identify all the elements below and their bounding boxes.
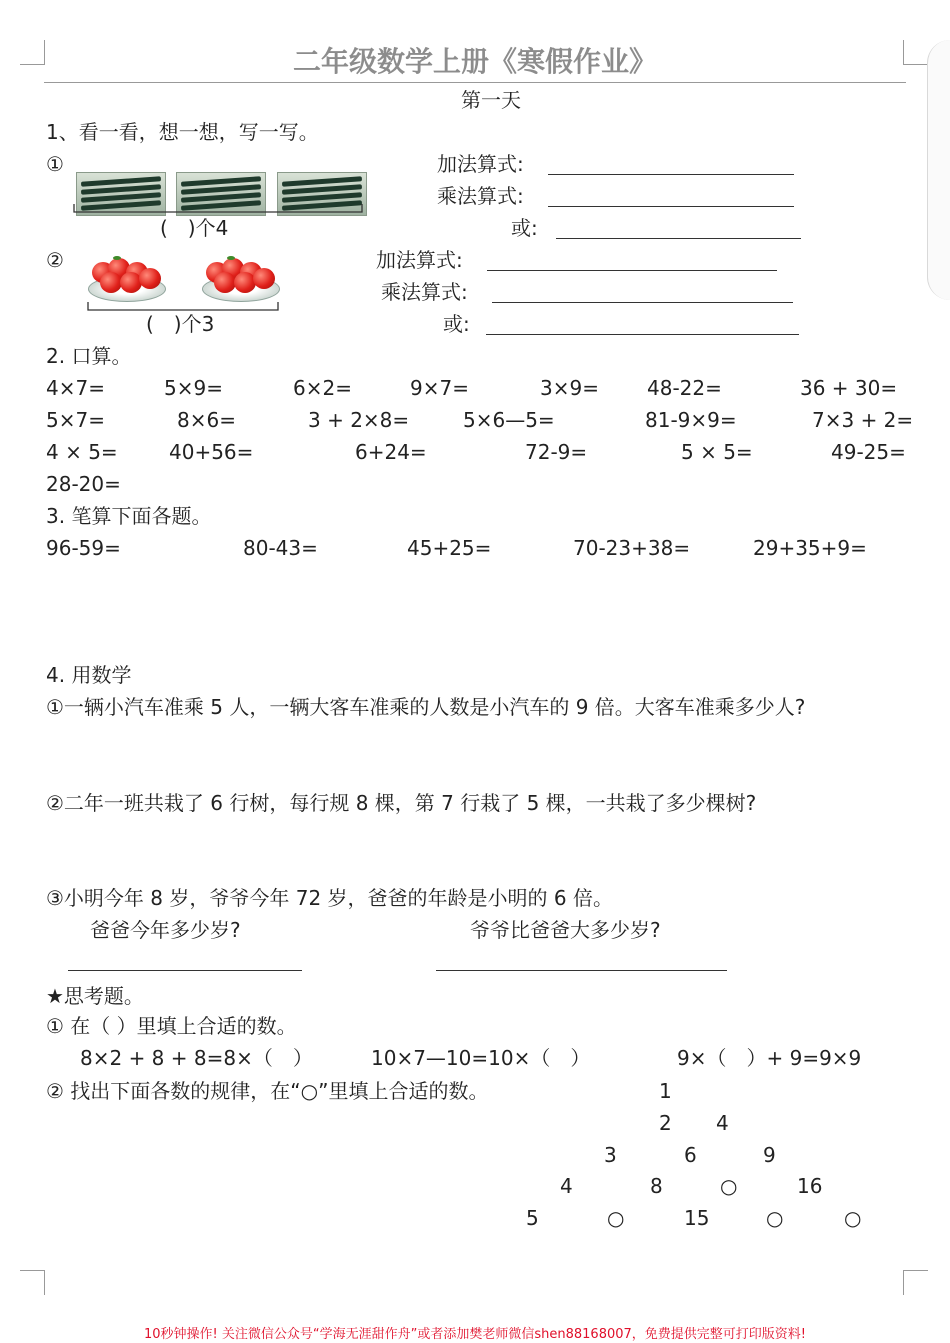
q1-p1-mul-label: 乘法算式: bbox=[437, 184, 524, 208]
q2-item: 5 × 5= bbox=[681, 440, 753, 464]
q1-p1-or-answer-line[interactable] bbox=[556, 238, 801, 239]
triangle-number: 4 bbox=[716, 1111, 729, 1135]
q2-item: 48-22= bbox=[647, 376, 722, 400]
think-equation-2[interactable]: 10×7—10=10×（ ） bbox=[371, 1046, 591, 1070]
triangle-number: 8 bbox=[650, 1174, 663, 1198]
think-task-1: ① 在（ ）里填上合适的数。 bbox=[46, 1014, 297, 1038]
q2-item: 5×6—5= bbox=[463, 408, 555, 432]
q2-item: 36 + 30= bbox=[800, 376, 898, 400]
footer-note: 10秒钟操作! 关注微信公众号“学海无涯甜作舟”或者添加樊老师微信shen88168007，免费提供完整可打印版资料! bbox=[144, 1327, 806, 1342]
think-equation-3[interactable]: 9×（ ）+ 9=9×9 bbox=[677, 1046, 862, 1070]
q2-item: 81-9×9= bbox=[645, 408, 737, 432]
think-equation-1[interactable]: 8×2 + 8 + 8=8×（ ） bbox=[80, 1046, 313, 1070]
think-task-2: ② 找出下面各数的规律，在“○”里填上合适的数。 bbox=[46, 1079, 489, 1103]
corner-mark-bottom-left bbox=[20, 1270, 45, 1295]
day-label: 第一天 bbox=[461, 88, 521, 112]
triangle-number: 5 bbox=[526, 1206, 539, 1230]
q1-p2-add-label: 加法算式: bbox=[376, 248, 463, 272]
q2-item: 6×2= bbox=[293, 376, 352, 400]
q1-part1-number: ① bbox=[46, 152, 64, 176]
corner-mark-bottom-right bbox=[903, 1270, 928, 1295]
q2-item: 5×7= bbox=[46, 408, 105, 432]
q2-item: 4×7= bbox=[46, 376, 105, 400]
triangle-blank[interactable]: ○ bbox=[720, 1174, 738, 1198]
title-rule bbox=[44, 82, 906, 83]
q2-item: 7×3 + 2= bbox=[812, 408, 914, 432]
q2-item: 8×6= bbox=[177, 408, 236, 432]
q4-problem-3: ③小明今年 8 岁，爷爷今年 72 岁，爸爸的年龄是小明的 6 倍。 bbox=[46, 886, 613, 910]
q1-p2-mul-label: 乘法算式: bbox=[381, 280, 468, 304]
q2-item: 9×7= bbox=[410, 376, 469, 400]
brace-1 bbox=[72, 204, 364, 216]
q3-item: 45+25= bbox=[407, 536, 492, 560]
q1-p1-add-label: 加法算式: bbox=[437, 152, 524, 176]
q2-title: 2. 口算。 bbox=[46, 344, 132, 368]
triangle-number: 3 bbox=[604, 1143, 617, 1167]
q1-p2-add-answer-line[interactable] bbox=[487, 270, 777, 271]
q2-item: 3×9= bbox=[540, 376, 599, 400]
triangle-blank[interactable]: ○ bbox=[844, 1206, 862, 1230]
q1-p2-or-label: 或: bbox=[443, 312, 470, 336]
think-title: ★思考题。 bbox=[46, 984, 144, 1008]
q4-problem-3b: 爷爷比爸爸大多少岁? bbox=[470, 918, 661, 942]
q2-item: 4 × 5= bbox=[46, 440, 118, 464]
triangle-number: 1 bbox=[659, 1079, 672, 1103]
page-title: 二年级数学上册《寒假作业》 bbox=[292, 45, 657, 78]
q1-part2-number: ② bbox=[46, 248, 64, 272]
q2-item: 28-20= bbox=[46, 472, 121, 496]
q3-item: 80-43= bbox=[243, 536, 318, 560]
q4-problem-2: ②二年一班共栽了 6 行树，每行规 8 棵，第 7 行栽了 5 棵，一共栽了多少棵树? bbox=[46, 791, 757, 815]
q1-p1-mul-answer-line[interactable] bbox=[548, 206, 794, 207]
q2-item: 49-25= bbox=[831, 440, 906, 464]
q2-item: 3 + 2×8= bbox=[308, 408, 410, 432]
triangle-number: 6 bbox=[684, 1143, 697, 1167]
q1-title: 1、看一看，想一想，写一写。 bbox=[46, 120, 319, 144]
q4-title: 4. 用数学 bbox=[46, 663, 132, 687]
q3-item: 29+35+9= bbox=[753, 536, 867, 560]
triangle-number: 2 bbox=[659, 1111, 672, 1135]
q2-item: 72-9= bbox=[525, 440, 588, 464]
q2-item: 40+56= bbox=[169, 440, 254, 464]
q1-p2-or-answer-line[interactable] bbox=[486, 334, 799, 335]
q3-item: 96-59= bbox=[46, 536, 121, 560]
q1-part2-bracket[interactable]: ( )个3 bbox=[146, 312, 215, 336]
triangle-blank[interactable]: ○ bbox=[607, 1206, 625, 1230]
triangle-blank[interactable]: ○ bbox=[766, 1206, 784, 1230]
q4-problem-1: ①一辆小汽车准乘 5 人，一辆大客车准乘的人数是小汽车的 9 倍。大客车准乘多少人? bbox=[46, 695, 806, 719]
triangle-number: 16 bbox=[797, 1174, 823, 1198]
q1-p1-or-label: 或: bbox=[511, 216, 538, 240]
q3-title: 3. 笔算下面各题。 bbox=[46, 504, 212, 528]
q4-problem-3a: 爸爸今年多少岁? bbox=[90, 918, 241, 942]
q1-p2-mul-answer-line[interactable] bbox=[492, 302, 793, 303]
q1-part1-bracket[interactable]: ( )个4 bbox=[160, 216, 229, 240]
triangle-number: 4 bbox=[560, 1174, 573, 1198]
q2-item: 6+24= bbox=[355, 440, 427, 464]
q4-answer-line-b[interactable] bbox=[436, 970, 727, 971]
triangle-number: 15 bbox=[684, 1206, 710, 1230]
q2-item: 5×9= bbox=[164, 376, 223, 400]
q1-p1-add-answer-line[interactable] bbox=[548, 174, 794, 175]
q4-answer-line-a[interactable] bbox=[68, 970, 302, 971]
triangle-number: 9 bbox=[763, 1143, 776, 1167]
q3-item: 70-23+38= bbox=[573, 536, 691, 560]
